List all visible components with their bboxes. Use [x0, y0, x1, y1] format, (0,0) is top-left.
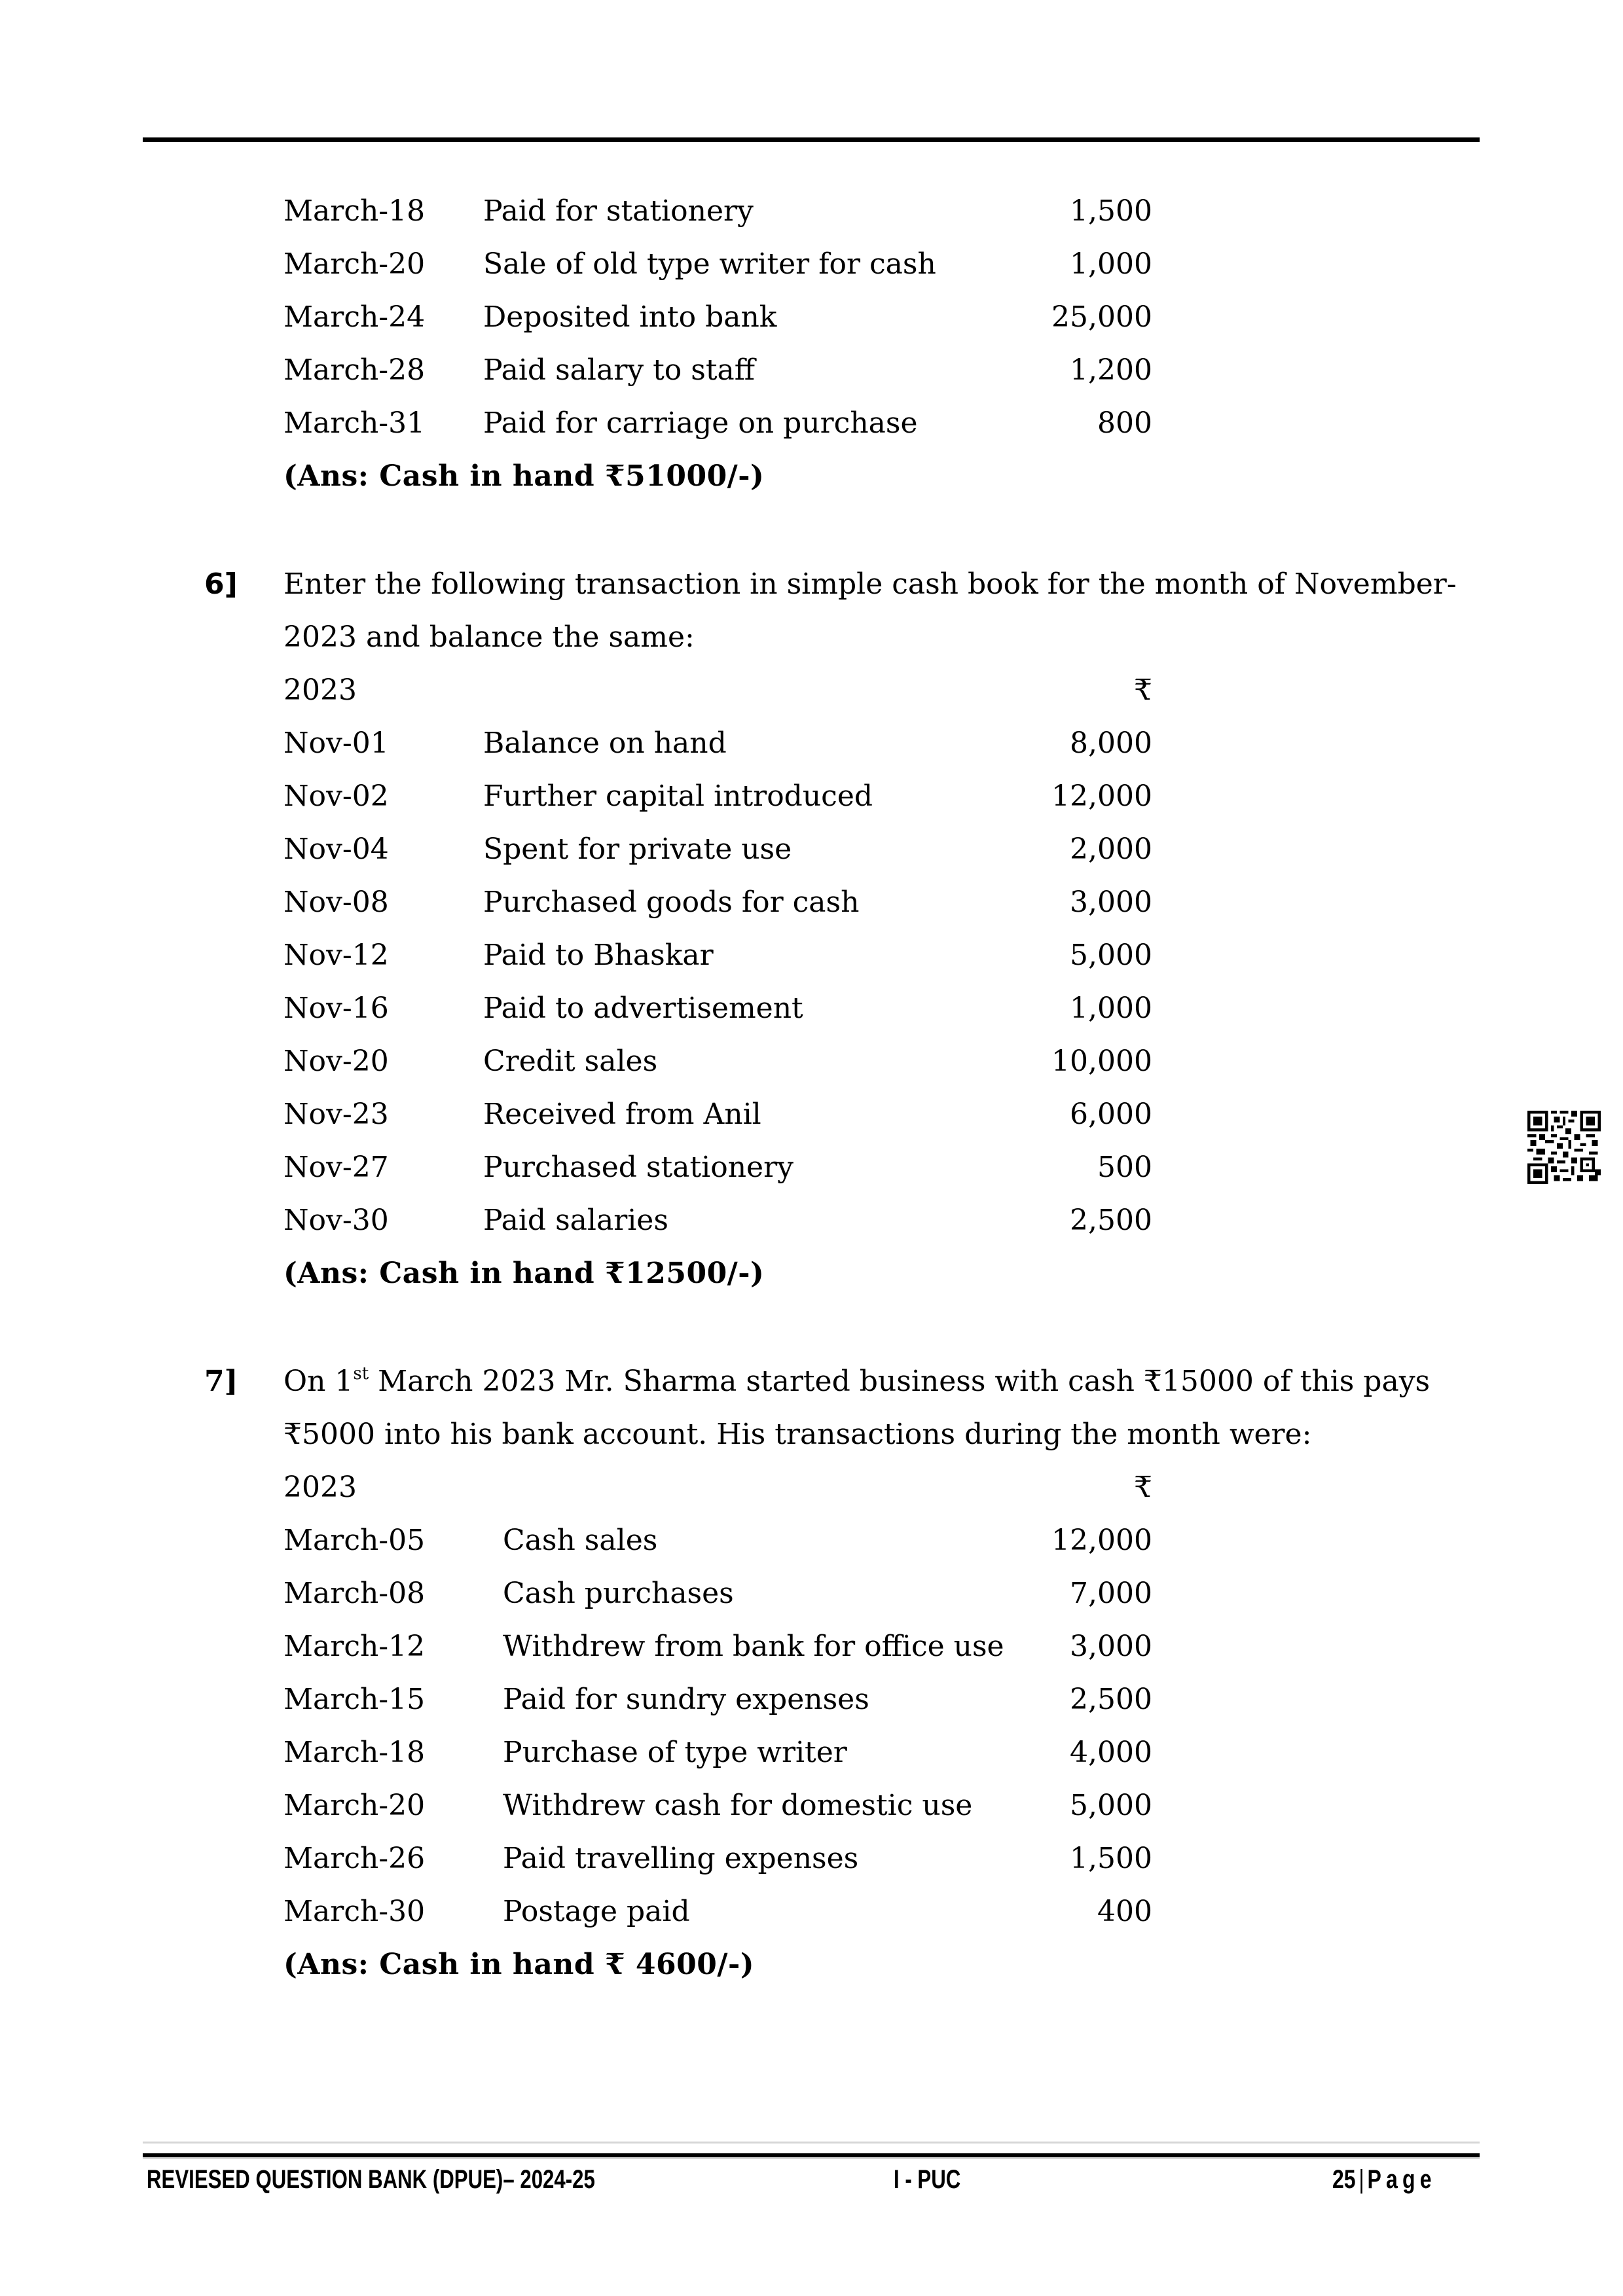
- transaction-amount: 1,500: [1070, 1842, 1152, 1875]
- transaction-date: Nov-08: [283, 886, 389, 919]
- transaction-row: [0, 770, 1623, 823]
- qr-code-icon[interactable]: [1527, 1111, 1601, 1184]
- transaction-date: Nov-01: [283, 726, 389, 760]
- transaction-row: [0, 1620, 1623, 1673]
- footer-class-label: I - PUC: [894, 2165, 961, 2194]
- question-text-line: 2023 and balance the same:: [283, 620, 695, 654]
- transaction-amount: 800: [1097, 406, 1152, 440]
- transaction-description: Further capital introduced: [483, 780, 873, 813]
- transaction-amount: 5,000: [1070, 1789, 1152, 1822]
- transaction-row: [0, 1832, 1623, 1885]
- transaction-date: Nov-30: [283, 1204, 389, 1237]
- rupee-icon: ₹: [1134, 1471, 1152, 1504]
- transaction-description: Purchased goods for cash: [483, 886, 860, 919]
- transaction-row: [0, 1567, 1623, 1620]
- year-header: 2023: [283, 673, 357, 707]
- transaction-description: Paid to advertisement: [483, 992, 803, 1025]
- transaction-date: March-30: [283, 1895, 426, 1928]
- transaction-amount: 1,500: [1070, 194, 1152, 228]
- transaction-row: [0, 929, 1623, 982]
- answer-line: (Ans: Cash in hand ₹12500/-): [283, 1257, 765, 1290]
- transaction-description: Cash purchases: [503, 1577, 734, 1610]
- footer-rule-shadow: [143, 2157, 1480, 2159]
- transaction-amount: 12,000: [1051, 780, 1152, 813]
- transaction-description: Balance on hand: [483, 726, 727, 760]
- year-header: 2023: [283, 1471, 357, 1504]
- transaction-amount: 2,000: [1070, 833, 1152, 866]
- transaction-date: March-24: [283, 300, 426, 334]
- transaction-amount: 1,000: [1070, 992, 1152, 1025]
- transaction-row: [0, 238, 1623, 291]
- transaction-description: Paid salaries: [483, 1204, 668, 1237]
- transaction-date: March-12: [283, 1630, 426, 1663]
- transaction-row: [0, 1726, 1623, 1779]
- page-number: 25: [1332, 2165, 1356, 2194]
- transaction-row: [0, 344, 1623, 397]
- transaction-description: Received from Anil: [483, 1098, 761, 1131]
- transaction-description: Purchased stationery: [483, 1151, 793, 1184]
- transaction-amount: 1,000: [1070, 247, 1152, 281]
- transaction-description: Purchase of type writer: [503, 1736, 847, 1769]
- question-text-line: ₹5000 into his bank account. His transactions during the month were:: [283, 1418, 1312, 1451]
- footer-page-number: [1332, 2164, 1436, 2195]
- transaction-amount: 7,000: [1070, 1577, 1152, 1610]
- answer-line: (Ans: Cash in hand ₹51000/-): [283, 459, 765, 493]
- transaction-description: Paid salary to staff: [483, 353, 755, 387]
- transaction-date: March-26: [283, 1842, 426, 1875]
- transaction-description: Sale of old type writer for cash: [483, 247, 936, 281]
- transaction-amount: 400: [1097, 1895, 1152, 1928]
- question-text-fragment: March 2023 Mr. Sharma started business with cash ₹15000 of this pays: [369, 1365, 1431, 1398]
- transaction-date: March-18: [283, 194, 426, 228]
- transaction-row: [0, 1779, 1623, 1832]
- question-text-fragment: On 1: [283, 1365, 354, 1398]
- transaction-amount: 2,500: [1070, 1683, 1152, 1716]
- transaction-date: March-05: [283, 1524, 426, 1557]
- question-text-line: Enter the following transaction in simple cash book for the month of November-: [283, 567, 1457, 601]
- transaction-description: Paid travelling expenses: [503, 1842, 859, 1875]
- header-rule: [143, 137, 1480, 142]
- transaction-amount: 3,000: [1070, 886, 1152, 919]
- transaction-amount: 5,000: [1070, 939, 1152, 972]
- transaction-row: [0, 185, 1623, 238]
- transaction-amount: 12,000: [1051, 1524, 1152, 1557]
- transaction-row: [0, 1885, 1623, 1938]
- transaction-description: Paid for carriage on purchase: [483, 406, 918, 440]
- question-text-line: [283, 1355, 1430, 1408]
- transaction-row: [0, 1088, 1623, 1141]
- transaction-date: Nov-04: [283, 833, 389, 866]
- transaction-amount: 10,000: [1051, 1045, 1152, 1078]
- transaction-date: Nov-16: [283, 992, 389, 1025]
- transaction-description: Credit sales: [483, 1045, 658, 1078]
- transaction-date: Nov-27: [283, 1151, 389, 1184]
- transaction-description: Spent for private use: [483, 833, 792, 866]
- page-separator: |: [1359, 2165, 1364, 2194]
- transaction-date: March-08: [283, 1577, 426, 1610]
- transaction-row: [0, 1673, 1623, 1726]
- transaction-description: Withdrew from bank for office use: [503, 1630, 1004, 1663]
- transaction-description: Paid for sundry expenses: [503, 1683, 869, 1716]
- transaction-date: Nov-20: [283, 1045, 389, 1078]
- transaction-amount: 500: [1097, 1151, 1152, 1184]
- transaction-description: Withdrew cash for domestic use: [503, 1789, 973, 1822]
- ordinal-superscript: st: [353, 1364, 369, 1384]
- answer-line: (Ans: Cash in hand ₹ 4600/-): [283, 1948, 755, 1981]
- footer-rule-light: [143, 2142, 1480, 2144]
- question-number: 6]: [204, 567, 238, 601]
- transaction-description: Cash sales: [503, 1524, 658, 1557]
- transaction-row: [0, 1141, 1623, 1194]
- transaction-row: [0, 1035, 1623, 1088]
- transaction-date: March-18: [283, 1736, 426, 1769]
- transaction-amount: 3,000: [1070, 1630, 1152, 1663]
- footer-document-title: REVIESED QUESTION BANK (DPUE)– 2024-25: [147, 2165, 595, 2194]
- transaction-description: Postage paid: [503, 1895, 690, 1928]
- rupee-icon: ₹: [1134, 673, 1152, 707]
- transaction-row: [0, 823, 1623, 876]
- transaction-row: [0, 291, 1623, 344]
- transaction-description: Deposited into bank: [483, 300, 777, 334]
- transaction-date: March-20: [283, 247, 426, 281]
- transaction-row: [0, 876, 1623, 929]
- question-number: 7]: [204, 1365, 238, 1398]
- transaction-amount: 1,200: [1070, 353, 1152, 387]
- transaction-row: [0, 982, 1623, 1035]
- transaction-amount: 6,000: [1070, 1098, 1152, 1131]
- transaction-amount: 4,000: [1070, 1736, 1152, 1769]
- transaction-amount: 2,500: [1070, 1204, 1152, 1237]
- transaction-description: Paid for stationery: [483, 194, 754, 228]
- transaction-description: Paid to Bhaskar: [483, 939, 714, 972]
- transaction-row: [0, 717, 1623, 770]
- transaction-amount: 25,000: [1051, 300, 1152, 334]
- transaction-date: March-28: [283, 353, 426, 387]
- page-label: Page: [1367, 2165, 1436, 2194]
- transaction-date: March-15: [283, 1683, 426, 1716]
- transaction-date: Nov-23: [283, 1098, 389, 1131]
- transaction-date: March-31: [283, 406, 426, 440]
- transaction-amount: 8,000: [1070, 726, 1152, 760]
- transaction-date: Nov-12: [283, 939, 389, 972]
- transaction-date: Nov-02: [283, 780, 389, 813]
- transaction-row: [0, 1514, 1623, 1567]
- transaction-row: [0, 397, 1623, 450]
- transaction-date: March-20: [283, 1789, 426, 1822]
- transaction-row: [0, 1194, 1623, 1247]
